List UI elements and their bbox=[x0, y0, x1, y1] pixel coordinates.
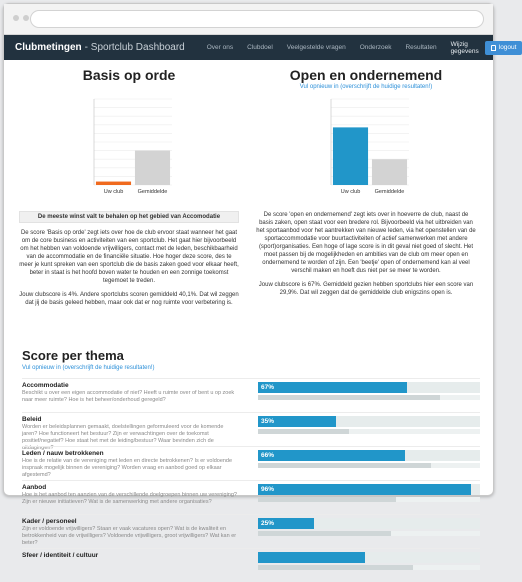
menu-item-onderzoek[interactable]: Onderzoek bbox=[359, 44, 392, 51]
theme-score-label: 66% bbox=[261, 452, 275, 459]
theme-average-bar bbox=[258, 463, 480, 468]
theme-name: Leden / nauw betrokkenen bbox=[22, 450, 104, 457]
section-title: Basis op orde bbox=[82, 67, 176, 83]
open-description: De score 'open en ondernemend' zegt iets over in hoeverre de club, naast de basis zaken, open staat voor een bredere rol. Bijvoorbeeld via het uitbreiden van het sportaanbod voor het aantrekken van nieuwe leden, via het openstellen van de sportaccommodatie voor buurtactiviteiten of actief samenwerken met andere (sport)organisaties. Een hoge of lage score is in dit geval niet goed of slecht. Het moet passen bij de mogelijkheden en ambities van de club om meer open en ondernemend te worden of zijn. Een 'beetje' open of ondernemend kan al veel verschil maken en hoeft dus niet per se meer te worden. bbox=[256, 212, 476, 274]
basis-score-text: Jouw clubscore is 4%. Andere sportclubs scoren gemiddeld 40,1%. Dat wil zeggen dat jij de basis geleed hebben, maar ook dat er nog ruimte voor verbetering is. bbox=[19, 292, 239, 306]
theme-row bbox=[22, 378, 480, 412]
address-bar[interactable] bbox=[30, 10, 484, 28]
menu-item-over-ons[interactable]: Over ons bbox=[206, 44, 234, 51]
x-tick-label: Uw club bbox=[340, 189, 361, 195]
open-score-text: Jouw clubscore is 67%. Gemiddeld gezien hebben sportclubs hier een score van 29,9%. Dat wil zeggen dat de gemiddelde club enigszins open is. bbox=[258, 282, 474, 296]
redo-link[interactable]: Vul opnieuw in (overschrijft de huidige resultaten!) bbox=[299, 84, 433, 90]
theme-average-fill bbox=[258, 395, 440, 400]
section-title: Open en ondernemend bbox=[289, 67, 443, 83]
section-spacer bbox=[19, 84, 239, 93]
theme-row bbox=[22, 514, 480, 548]
theme-score bbox=[258, 518, 480, 536]
theme-redo-link[interactable]: Vul opnieuw in (overschrijft de huidige resultaten!) bbox=[22, 365, 155, 371]
theme-score-fill bbox=[258, 552, 365, 563]
open-chart bbox=[321, 93, 411, 198]
theme-average-bar bbox=[258, 395, 480, 400]
edit-profile-link[interactable]: Wijzig gegevens bbox=[450, 40, 479, 55]
theme-score-bar bbox=[258, 552, 480, 563]
theme-section-title: Score per thema bbox=[22, 348, 124, 363]
browser-chrome bbox=[4, 4, 493, 35]
browser-window bbox=[3, 3, 517, 559]
open-chart-svg bbox=[321, 93, 411, 198]
theme-score-bar bbox=[258, 518, 480, 529]
theme-average-fill bbox=[258, 565, 413, 570]
basis-description: De score 'Basis op orde' zegt iets over hoe de club ervoor staat wanneer het gaat om de core business en activiteiten van een sportclub. Het gaat hier bijvoorbeeld om het hebben van voldoende vrijwilligers, contact met de leden, beschikbaarheid van de accommodatie en de financiële situatie. Hoe hoger deze score, des te meer je kunt spreken van een sportclub die de basis zaken goed voor elkaar heeft, beter in staat is het hoofd boven water te houden en een zonnige toekomst tegemoet te treden. bbox=[19, 230, 239, 284]
bar-gemiddelde bbox=[135, 151, 170, 185]
theme-average-bar bbox=[258, 429, 480, 434]
theme-description: Hoe is het aanbod ten aanzien van de verschillende doelgroepen binnen uw vereniging? Zijn er nieuwe initiatieven? Wat is de samenwerking met andere organisaties? bbox=[22, 492, 237, 505]
theme-score-label: 25% bbox=[261, 520, 275, 527]
advice-title: De meeste winst valt te behalen op het gebied van Accomodatie bbox=[19, 211, 239, 223]
theme-row bbox=[22, 412, 480, 451]
basis-chart bbox=[84, 93, 174, 198]
theme-score-bar bbox=[258, 484, 480, 495]
theme-row bbox=[22, 548, 480, 582]
basis-chart-svg bbox=[84, 93, 174, 198]
top-navbar bbox=[4, 35, 517, 60]
theme-average-fill bbox=[258, 429, 349, 434]
theme-score-label: 67% bbox=[261, 384, 275, 391]
lock-icon bbox=[491, 45, 496, 51]
bar-uw-club bbox=[333, 127, 368, 185]
theme-score bbox=[258, 382, 480, 400]
theme-list bbox=[22, 378, 480, 582]
theme-score-fill bbox=[258, 382, 407, 393]
menu-item-clubdoel[interactable]: Clubdoel bbox=[247, 44, 273, 51]
bar-uw-club bbox=[96, 182, 131, 185]
main-menu bbox=[207, 44, 451, 51]
theme-score-label: 35% bbox=[261, 418, 275, 425]
theme-row bbox=[22, 446, 480, 480]
theme-score bbox=[258, 552, 480, 570]
theme-row bbox=[22, 480, 480, 514]
theme-name: Aanbod bbox=[22, 484, 47, 491]
theme-average-bar bbox=[258, 531, 480, 536]
nav-right bbox=[451, 41, 522, 55]
theme-name: Accommodatie bbox=[22, 382, 69, 389]
logout-button[interactable] bbox=[485, 41, 522, 55]
theme-description: Hoe is de relatie van de vereniging met leden en directe betrokkenen? Is er voldoende inspraak mogelijk binnen de vereniging? Worden vraag en aanbod goed op elkaar afgestemd? bbox=[22, 458, 233, 478]
theme-score-fill bbox=[258, 484, 471, 495]
theme-score-fill bbox=[258, 450, 405, 461]
menu-item-resultaten[interactable]: Resultaten bbox=[405, 44, 437, 51]
theme-name: Kader / personeel bbox=[22, 518, 77, 525]
theme-score-label: 96% bbox=[261, 486, 275, 493]
logout-label: logout bbox=[498, 44, 517, 51]
main-content bbox=[4, 60, 493, 559]
x-tick-label: Uw club bbox=[103, 189, 124, 195]
theme-name: Beleid bbox=[22, 416, 42, 423]
bar-gemiddelde bbox=[372, 159, 407, 185]
theme-average-bar bbox=[258, 565, 480, 570]
theme-average-fill bbox=[258, 463, 431, 468]
menu-item-faq[interactable]: Veelgestelde vragen bbox=[286, 44, 346, 51]
theme-average-fill bbox=[258, 497, 396, 502]
theme-score-bar bbox=[258, 416, 480, 427]
theme-average-bar bbox=[258, 497, 480, 502]
basis-op-orde-section bbox=[19, 60, 239, 307]
open-ondernemend-section bbox=[256, 60, 476, 297]
theme-description: Beschikt u over een eigen accommodatie of niet? Heeft u ruimte over of bent u op zoek naar meer ruimte? Hoe is het beheer/onderhoud geregeld? bbox=[22, 390, 235, 403]
brand-subtitle: - Sportclub Dashboard bbox=[84, 42, 185, 53]
brand-name: Clubmetingen bbox=[15, 42, 82, 53]
theme-score bbox=[258, 450, 480, 468]
theme-name: Sfeer / identiteit / cultuur bbox=[22, 552, 99, 559]
brand[interactable] bbox=[15, 42, 185, 53]
x-tick-label: Gemiddelde bbox=[137, 189, 168, 195]
theme-score bbox=[258, 416, 480, 434]
x-tick-label: Gemiddelde bbox=[374, 189, 405, 195]
theme-average-fill bbox=[258, 531, 391, 536]
theme-score bbox=[258, 484, 480, 502]
theme-description: Worden er beleidsplannen gemaakt, doelstellingen geformuleerd voor de komende jaren? Hoe functioneert het bestuur? Zijn er verwachtingen over de toekomst positief/negatief? Hoe staat het met de leiding/bestuur? Waar bevinden zich de uitdagingen? bbox=[22, 424, 224, 451]
theme-score-bar bbox=[258, 382, 480, 393]
theme-description: Zijn er voldoende vrijwilligers? Staan er vaak vacatures open? Wat is de kwaliteit en betrokkenheid van de vrijwilligers? Voldoende vrijwilligers, groot vrijwilligers? Wat kan er beter? bbox=[22, 526, 237, 546]
theme-score-bar bbox=[258, 450, 480, 461]
